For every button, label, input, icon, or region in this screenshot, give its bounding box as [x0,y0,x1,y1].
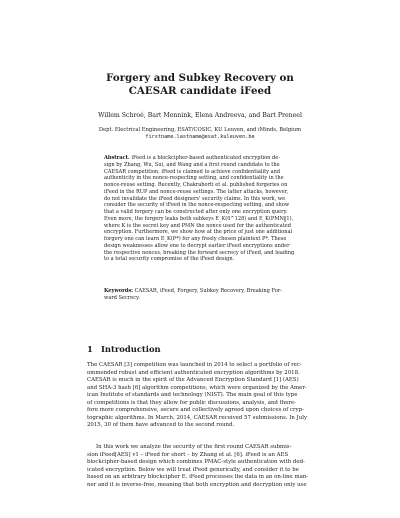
body-line: 2015, 30 of them have advanced to the second round. [87,422,235,428]
body-line: based on an arbitrary blockcipher E. iFeed processes the data in an on-line man- [87,474,309,480]
section-title: Introduction [101,344,161,354]
section-heading [87,344,161,355]
abstract-line: Even more, the forgery leaks both subkeys E_K(0^128) and E_K(PMN‖1), [104,215,294,222]
abstract-line: encryption. Furthermore, we show how at the price of just one additional [104,229,293,236]
abstract-line: design weaknesses allow one to decrypt earlier iFeed encryptions under [104,242,290,249]
body-line: sion iFeed[AES] v1 – iFeed for short – by Zhang et al. [6]. iFeed is an AES [87,451,289,458]
keywords-line: Keywords: CAESAR, iFeed, Forgery, Subkey Recovery, Breaking For- [104,288,282,294]
paper-title-line-2: CAESAR candidate iFeed [128,85,272,97]
abstract-line: to a total security compromise of the iFeed design. [104,256,235,263]
author-list: Willem Schroé, Bart Mennink, Elena Andreeva, and Bart Preneel [98,112,302,119]
section-number: 1 [87,344,93,354]
abstract-line: CAESAR competition. iFeed is claimed to achieve confidentiality and [104,168,281,175]
abstract-line: Abstract. iFeed is a blockcipher-based authenticated encryption de- [104,155,280,161]
abstract-line: authenticity in the nonce-respecting setting, and confidentiality in the [104,175,284,182]
body-line: ican Institute of standards and technology (NIST). The main goal of this type [87,392,298,398]
body-line: The CAESAR [3] competition was launched in 2014 to select a portfolio of rec- [87,362,302,368]
abstract [104,155,307,263]
body-line: ner and it is inverse-free, meaning that both encryption and decryption only use [87,481,307,488]
abstract-line: where K is the secret key and PMN the nonce used for the authenticated [104,222,292,229]
body-line: and SHA-3 hash [6] algorithm competitions, which were organized by the Amer- [87,384,307,391]
author-email: firstname.lastname@esat.kuleuven.be [145,134,255,140]
body-paragraph-1 [87,362,313,430]
keywords [104,288,307,302]
abstract-line: that a valid forgery can be constructed after only one encryption query. [104,209,288,215]
body-paragraph-2 [87,444,313,489]
body-line: icated encryption. Below we will treat iFeed generically, and consider it to be [87,466,299,473]
body-line: ommended robust and efficient authenticated encryption algorithms by 2018. [87,369,300,376]
keywords-line: ward Secrecy. [104,294,140,301]
keywords-label: Keywords: [104,288,134,294]
abstract-label: Abstract. [104,155,130,161]
body-line: CAESAR is much in the spirit of the Advanced Encryption Standard [1] (AES) [87,377,299,383]
abstract-line: forgery one can learn E_K(P*) for any freely chosen plaintext P*. These [104,236,287,242]
body-line: blockcipher-based design which combines PMAC-style authentication with ded- [87,459,305,465]
abstract-line: consider the security of iFeed in the nonce-respecting setting, and show [104,202,290,209]
abstract-line: iFeed in the RUP and nonce-reuse settings. The latter attacks, however, [104,188,289,195]
body-line: In this work we analyze the security of the first round CAESAR submis- [96,444,292,450]
abstract-line: nonce-reuse setting. Recently, Chakraborti et al. published forgeries on [104,182,288,188]
body-line: of competitions is that they allow for public discussions, analysis, and there- [87,399,297,406]
abstract-line: sign by Zhang, Wu, Sui, and Wang and a first round candidate to the [104,161,280,168]
affiliation: Dept. Electrical Engineering, ESAT/COSIC, KU Leuven, and iMinds, Belgium [98,127,302,133]
body-line: tographic algorithms. In March, 2014, CAESAR received 57 submissions. In July [87,414,307,421]
abstract-line: do not invalidate the iFeed designers' security claims. In this work, we [104,195,286,202]
paper-title-line-1: Forgery and Subkey Recovery on [106,72,294,84]
body-line: fore more comprehensive, secure and collectively agreed upon choices of cryp- [87,407,304,413]
abstract-line: the respective nonces, breaking the forward secrecy of iFeed, and leading [104,249,295,256]
